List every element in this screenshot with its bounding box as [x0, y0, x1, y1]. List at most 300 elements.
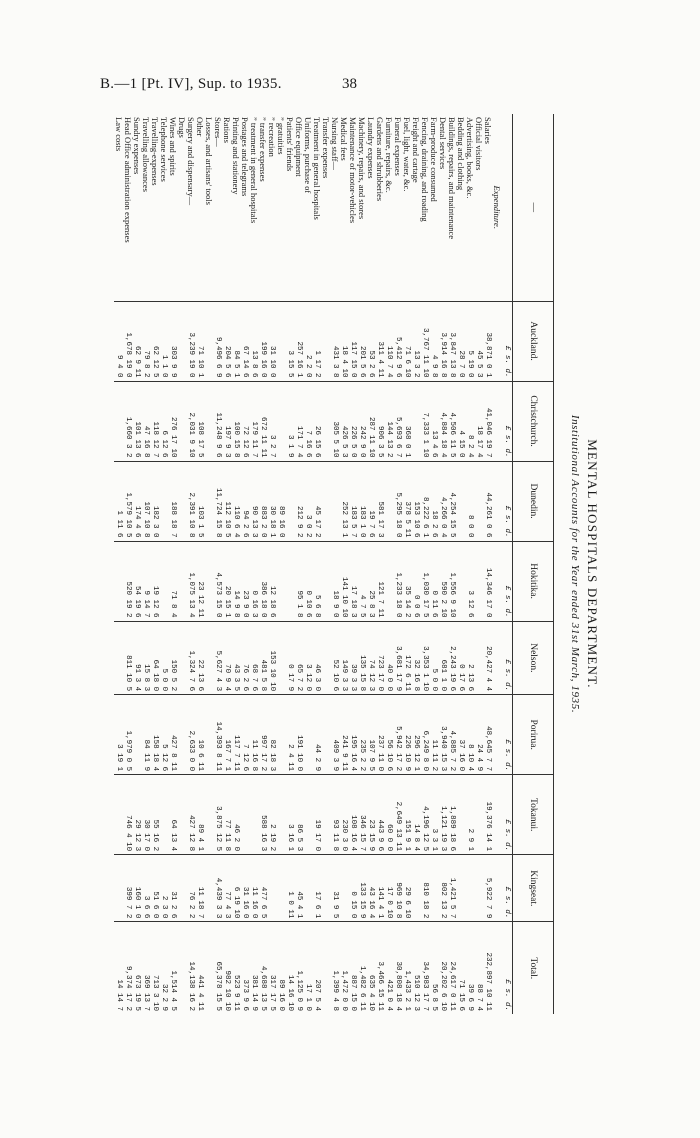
amount-cell: 237 11 0 — [375, 695, 384, 775]
amount-cell: 1,324 7 6 — [186, 621, 195, 695]
amount-cell: 11,248 9 6 — [213, 381, 222, 461]
row-label: Uniforms, purchase of — [303, 117, 313, 194]
amount-cell: 257 16 1 — [294, 301, 303, 381]
amount-cell: 346 15 7 — [357, 775, 366, 855]
amount-cell — [249, 775, 258, 855]
amount-cell: 2 2 0 — [303, 301, 312, 381]
column-header: Nelson. — [513, 621, 554, 695]
amount-cell: 3 2 7 — [267, 381, 276, 461]
amount-cell: 242 9 0 — [357, 381, 366, 461]
amount-cell: 30,808 18 4 — [393, 922, 402, 1014]
amount-cell: 199 16 0 — [258, 301, 267, 381]
amount-cell — [321, 461, 330, 541]
amount-cell: 40 0 0 — [384, 621, 393, 695]
units-cell: £ s. d. — [501, 461, 513, 541]
row-label: Farm-produce consumed — [429, 117, 439, 202]
amount-cell: 55 16 2 — [150, 775, 159, 855]
amount-cell — [177, 621, 186, 695]
amount-cell: 287 11 10 — [366, 381, 375, 461]
units-cell: £ s. d. — [501, 922, 513, 1014]
amount-cell: 160 1 0 — [132, 855, 141, 922]
amount-cell: 135 15 8 — [357, 621, 366, 695]
amount-cell — [411, 855, 420, 922]
amount-cell — [339, 855, 348, 922]
amount-cell — [159, 461, 168, 541]
amount-cell — [492, 855, 501, 922]
amount-cell — [492, 621, 501, 695]
amount-cell: 13 3 2 — [411, 301, 420, 381]
amount-cell: 9,374 17 2 — [123, 922, 132, 1014]
amount-cell: 23 15 9 — [366, 775, 375, 855]
amount-cell: 46 3 0 — [312, 621, 321, 695]
amount-cell: 2 13 6 — [465, 621, 474, 695]
amount-cell: 276 17 10 — [168, 381, 177, 461]
row-label: Rations — [222, 117, 232, 143]
amount-cell: 38,871 0 1 — [483, 301, 492, 381]
row-label: Funeral expenses — [393, 117, 403, 176]
table-row — [402, 114, 411, 1014]
table-row — [465, 114, 474, 1014]
amount-cell: 34,983 17 7 — [420, 922, 429, 1014]
amount-cell: 151 9 1 — [402, 775, 411, 855]
amount-cell: 1,556 9 10 — [447, 541, 456, 621]
amount-cell: 118 12 7 — [150, 381, 159, 461]
amount-cell: 67 14 6 — [240, 301, 249, 381]
amount-cell: 3,466 15 11 — [375, 922, 384, 1014]
amount-cell: 252 13 1 — [339, 461, 348, 541]
amount-cell: 84 11 9 — [141, 695, 150, 775]
amount-cell: 3,914 16 8 — [438, 301, 447, 381]
amount-cell: 65 7 2 — [294, 621, 303, 695]
amount-cell: 51 6 0 — [150, 855, 159, 922]
amount-cell: 71 10 1 — [195, 301, 204, 381]
amount-cell: 723 17 0 — [375, 621, 384, 695]
amount-cell: 23 9 0 — [240, 541, 249, 621]
amount-cell: 89 16 0 — [276, 461, 285, 541]
amount-cell: 68 7 6 — [249, 621, 258, 695]
amount-cell: 117 15 0 — [348, 301, 357, 381]
amount-cell — [492, 775, 501, 855]
amount-cell — [456, 775, 465, 855]
table-row — [474, 114, 483, 1014]
amount-cell: 305 5 10 — [330, 381, 339, 461]
amount-cell: 802 13 2 — [438, 855, 447, 922]
amount-cell — [456, 461, 465, 541]
amount-cell: 1,678 19 0 — [123, 301, 132, 381]
amount-cell — [177, 922, 186, 1014]
units-cell: £ s. d. — [501, 381, 513, 461]
amount-cell: 3,847 13 8 — [447, 301, 456, 381]
amount-cell: 31 16 0 — [240, 855, 249, 922]
amount-cell: 5,693 6 7 — [393, 381, 402, 461]
amount-cell: 4,573 15 0 — [213, 541, 222, 621]
column-header: Dunedin. — [513, 461, 554, 541]
amount-cell: 2,031 9 10 — [186, 381, 195, 461]
amount-cell: 20 15 1 — [222, 541, 231, 621]
amount-cell: 25 8 3 — [366, 541, 375, 621]
amount-cell — [321, 541, 330, 621]
amount-cell: 5,295 18 0 — [393, 461, 402, 541]
amount-cell: 88 7 4 — [474, 922, 483, 1014]
amount-cell — [303, 775, 312, 855]
table-row — [258, 114, 267, 1014]
amount-cell: 24 4 9 — [474, 695, 483, 775]
column-header-item: — — [513, 114, 554, 301]
amount-cell — [177, 775, 186, 855]
amount-cell: 0 11 6 — [429, 541, 438, 621]
amount-cell — [465, 855, 474, 922]
amount-cell: 100 15 8 — [231, 381, 240, 461]
amount-cell: 409 3 9 — [330, 695, 339, 775]
amount-cell: 172 6 11 — [402, 621, 411, 695]
amount-cell — [177, 855, 186, 922]
accounts-table — [114, 114, 554, 1014]
amount-cell — [177, 541, 186, 621]
amount-cell: 510 12 3 — [411, 922, 420, 1014]
amount-cell: 31 9 5 — [330, 855, 339, 922]
amount-cell: 77 11 8 — [222, 775, 231, 855]
amount-cell — [492, 381, 501, 461]
amount-cell — [114, 855, 123, 922]
amount-cell: 11 16 8 — [249, 695, 258, 775]
amount-cell: 11,724 15 8 — [213, 461, 222, 541]
amount-cell: 144 13 2 — [384, 381, 393, 461]
amount-cell: 3,940 15 3 — [438, 695, 447, 775]
amount-cell — [276, 541, 285, 621]
amount-cell: 32 2 9 — [159, 922, 168, 1014]
amount-cell — [204, 541, 213, 621]
amount-cell: 681 1 0 — [438, 621, 447, 695]
amount-cell: 1,399 4 8 — [330, 922, 339, 1014]
amount-cell: 19 7 6 — [366, 461, 375, 541]
row-label: Gardens and shrubberies — [375, 117, 385, 202]
row-label: Travelling-expenses — [150, 117, 160, 186]
amount-cell: 399 7 2 — [123, 855, 132, 922]
amount-cell: 17 0 10 — [384, 855, 393, 922]
amount-cell: 810 18 2 — [420, 855, 429, 922]
amount-cell: 14 8 4 — [411, 775, 420, 855]
table-row — [285, 114, 294, 1014]
amount-cell: 195 16 4 — [348, 695, 357, 775]
row-label: Drugs — [177, 117, 187, 138]
amount-cell — [276, 775, 285, 855]
amount-cell — [159, 775, 168, 855]
amount-cell: 2,243 19 6 — [447, 621, 456, 695]
row-label: Sundry expenses — [132, 117, 142, 175]
table-row — [132, 114, 141, 1014]
row-label: Furniture, repairs, &c. — [384, 117, 394, 193]
table-row — [420, 114, 429, 1014]
amount-cell: 103 1 5 — [195, 461, 204, 541]
amount-cell — [321, 301, 330, 381]
column-header: Tokanui. — [513, 775, 554, 855]
amount-cell: 93 11 8 — [330, 775, 339, 855]
amount-cell: 1,421 5 7 — [447, 855, 456, 922]
amount-cell: 207 5 4 — [312, 922, 321, 1014]
amount-cell: 153 10 6 — [411, 461, 420, 541]
amount-cell: 441 4 11 — [195, 922, 204, 1014]
amount-cell: 39 3 3 — [348, 621, 357, 695]
row-label: Postages and telegrams — [240, 117, 250, 197]
amount-cell: 1,979 0 5 — [123, 695, 132, 775]
amount-cell: 8 2 4 — [465, 381, 474, 461]
amount-cell: 4,688 13 5 — [258, 922, 267, 1014]
amount-cell: 4,884 18 4 — [438, 381, 447, 461]
amount-cell: 3 15 5 — [285, 301, 294, 381]
row-label: Law costs — [114, 117, 124, 152]
row-label: Losses, and artisans' tools — [204, 117, 214, 205]
row-label: ” recreation — [267, 117, 277, 157]
amount-cell — [240, 775, 249, 855]
amount-cell: 3 0 2 — [303, 461, 312, 541]
amount-cell: 0 0 6 — [411, 541, 420, 621]
amount-cell: 1 1 0 — [159, 301, 168, 381]
amount-cell: 1,075 13 4 — [186, 541, 195, 621]
amount-cell: 4,254 15 5 — [447, 461, 456, 541]
table-row — [492, 114, 501, 1014]
amount-cell: 14 14 7 — [114, 922, 123, 1014]
amount-cell: 1 17 2 — [312, 301, 321, 381]
row-label: Laundry expenses — [366, 117, 376, 179]
amount-cell: 117 7 11 — [231, 695, 240, 775]
amount-cell: 56 10 6 — [384, 695, 393, 775]
amount-cell: 4,266 0 4 — [438, 461, 447, 541]
amount-cell: 8 0 0 — [465, 461, 474, 541]
amount-cell: 11 16 0 — [249, 855, 258, 922]
amount-cell: 883 2 0 — [258, 461, 267, 541]
amount-cell: 24,617 0 11 — [447, 922, 456, 1014]
table-row — [330, 114, 339, 1014]
amount-cell: 3 6 6 — [141, 855, 150, 922]
amount-cell: 3,681 17 9 — [393, 621, 402, 695]
amount-cell: 28 7 0 — [456, 301, 465, 381]
amount-cell — [114, 775, 123, 855]
amount-cell — [276, 855, 285, 922]
row-label: Maintenance of motor-vehicles — [348, 117, 358, 224]
amount-cell: 7 12 6 — [240, 695, 249, 775]
amount-cell: 91 3 4 — [132, 621, 141, 695]
amount-cell: 7,333 1 10 — [420, 381, 429, 461]
amount-cell: 3 12 6 — [465, 541, 474, 621]
amount-cell: 10 6 11 — [195, 695, 204, 775]
amount-cell — [204, 301, 213, 381]
amount-cell — [474, 775, 483, 855]
amount-cell: 3,767 11 10 — [420, 301, 429, 381]
amount-cell: 64 13 4 — [168, 775, 177, 855]
row-label: Salaries — [483, 117, 493, 144]
table-row — [267, 114, 276, 1014]
amount-cell: 241 9 11 — [339, 695, 348, 775]
amount-cell: 29 12 3 — [132, 775, 141, 855]
amount-cell — [276, 695, 285, 775]
amount-cell: 1 11 6 — [114, 461, 123, 541]
table-row — [411, 114, 420, 1014]
amount-cell: 158 18 4 — [150, 695, 159, 775]
row-label: Wines and spirits — [168, 117, 178, 176]
row-label: Travelling allowances — [141, 117, 151, 192]
amount-cell: 381 14 9 — [249, 922, 258, 1014]
table-row — [195, 114, 204, 1014]
table-row — [339, 114, 348, 1014]
row-label: Fencing, draining, and roading — [420, 117, 430, 222]
row-label: ” treatment in general hospitals — [249, 117, 259, 224]
amount-cell: 31 2 6 — [168, 855, 177, 922]
amount-cell: 581 17 3 — [375, 461, 384, 541]
amount-cell: 35 14 2 — [402, 541, 411, 621]
table-row — [240, 114, 249, 1014]
amount-cell — [321, 695, 330, 775]
row-label: Freight and cartage — [411, 117, 421, 183]
amount-cell: 635 4 10 — [366, 922, 375, 1014]
amount-cell: 1 0 11 — [285, 855, 294, 922]
amount-cell: 4,885 7 2 — [447, 695, 456, 775]
amount-cell: 150 5 2 — [168, 621, 177, 695]
amount-cell: 2,649 13 11 — [393, 775, 402, 855]
amount-cell: 9 14 7 — [141, 541, 150, 621]
table-row — [276, 114, 285, 1014]
amount-cell — [474, 461, 483, 541]
amount-cell: 3 3 1 — [429, 775, 438, 855]
amount-cell: 107 9 5 — [366, 695, 375, 775]
amount-cell: 5,922 7 9 — [483, 855, 492, 922]
amount-cell: 303 9 9 — [168, 301, 177, 381]
column-header: Hokitika. — [513, 541, 554, 621]
amount-cell: 9,496 6 9 — [213, 301, 222, 381]
amount-cell — [276, 381, 285, 461]
amount-cell: 1,660 3 2 — [123, 381, 132, 461]
table-row — [213, 114, 222, 1014]
table-row — [348, 114, 357, 1014]
amount-cell: 183 1 0 — [357, 461, 366, 541]
amount-cell: 520 19 2 — [123, 541, 132, 621]
amount-cell: 17 1 0 — [303, 922, 312, 1014]
amount-cell: 9 4 0 — [114, 301, 123, 381]
amount-cell — [474, 855, 483, 922]
amount-cell: 84 5 1 — [231, 301, 240, 381]
amount-cell: 18 17 4 — [474, 381, 483, 461]
amount-cell — [177, 461, 186, 541]
units-cell: £ s. d. — [501, 301, 513, 381]
table-row — [222, 114, 231, 1014]
table-row — [429, 114, 438, 1014]
amount-cell: 3,353 1 10 — [420, 621, 429, 695]
amount-cell: 3,239 19 0 — [186, 301, 195, 381]
amount-cell: 4 9 8 — [429, 301, 438, 381]
amount-cell: 188 18 7 — [168, 461, 177, 541]
amount-cell — [321, 922, 330, 1014]
amount-cell: 0 17 6 — [456, 621, 465, 695]
amount-cell: 54 19 6 — [132, 541, 141, 621]
amount-cell: 378 5 11 — [402, 461, 411, 541]
amount-cell: 3,875 12 5 — [213, 775, 222, 855]
row-label: Medical fees — [339, 117, 349, 161]
table-row — [312, 114, 321, 1014]
amount-cell: 427 8 11 — [168, 695, 177, 775]
amount-cell: 673 19 5 — [132, 922, 141, 1014]
table-row — [150, 114, 159, 1014]
amount-cell: 204 5 6 — [222, 301, 231, 381]
row-label: Dental services — [438, 117, 448, 170]
page-header-title: B.—1 [Pt. IV], Sup. to 1935. — [100, 76, 282, 92]
row-label: Telephone services — [159, 117, 169, 182]
amount-cell: 72 12 6 — [240, 381, 249, 461]
amount-cell — [159, 541, 168, 621]
amount-cell — [321, 775, 330, 855]
amount-cell: 19 12 6 — [150, 541, 159, 621]
amount-cell: 2 3 0 — [159, 855, 168, 922]
amount-cell — [114, 541, 123, 621]
table-row — [177, 114, 186, 1014]
row-label: ” transfer expenses — [258, 117, 268, 182]
amount-cell: 427 12 8 — [186, 775, 195, 855]
amount-cell: 5 0 0 — [159, 621, 168, 695]
amount-cell: 5 12 6 — [159, 695, 168, 775]
amount-cell: 62 12 5 — [150, 301, 159, 381]
amount-cell — [384, 541, 393, 621]
amount-cell — [204, 695, 213, 775]
amount-cell: 4,196 12 5 — [420, 775, 429, 855]
amount-cell: 14 16 10 — [285, 922, 294, 1014]
amount-cell: 89 4 1 — [195, 775, 204, 855]
amount-cell: 713 3 10 — [150, 922, 159, 1014]
table-row — [231, 114, 240, 1014]
amount-cell — [204, 855, 213, 922]
amount-cell: 141 4 1 — [375, 855, 384, 922]
amount-cell: 226 10 9 — [402, 695, 411, 775]
amount-cell — [321, 381, 330, 461]
amount-cell: 65,378 15 5 — [213, 922, 222, 1014]
amount-cell — [492, 461, 501, 541]
table-row — [159, 114, 168, 1014]
amount-cell: 39 6 9 — [465, 922, 474, 1014]
amount-cell: 1,889 18 6 — [447, 775, 456, 855]
amount-cell — [474, 621, 483, 695]
amount-cell: 5,942 17 2 — [393, 695, 402, 775]
amount-cell: 1,030 17 5 — [420, 541, 429, 621]
amount-cell: 523 9 11 — [231, 922, 240, 1014]
amount-cell — [276, 621, 285, 695]
amount-cell: 71 15 6 — [456, 922, 465, 1014]
row-label: Treatment in general hospitals — [312, 117, 322, 220]
amount-cell: 2 4 11 — [285, 695, 294, 775]
amount-cell: 477 6 5 — [258, 855, 267, 922]
amount-cell: 23 12 11 — [195, 541, 204, 621]
amount-cell: 112 10 5 — [222, 461, 231, 541]
amount-cell: 11 18 7 — [195, 855, 204, 922]
amount-cell — [114, 621, 123, 695]
table-row — [249, 114, 258, 1014]
amount-cell: 11 11 2 — [429, 695, 438, 775]
amount-cell: 906 3 5 — [375, 381, 384, 461]
amount-cell: 29 6 10 — [402, 855, 411, 922]
amount-cell: 45 17 2 — [312, 461, 321, 541]
table-row — [303, 114, 312, 1014]
amount-cell — [303, 695, 312, 775]
amount-cell: 0 15 0 — [348, 855, 357, 922]
amount-cell: 4,506 11 5 — [447, 381, 456, 461]
units-cell: £ s. d. — [501, 855, 513, 922]
amount-cell: 2 19 2 — [267, 775, 276, 855]
amount-cell: 1,121 19 3 — [438, 775, 447, 855]
amount-cell: 19 17 0 — [312, 775, 321, 855]
units-cell: £ s. d. — [501, 775, 513, 855]
amount-cell: 18 2 6 — [429, 461, 438, 541]
amount-cell — [492, 301, 501, 381]
amount-cell: 26 15 6 — [312, 381, 321, 461]
amount-cell: 6 19 10 — [231, 855, 240, 922]
amount-cell: 2,633 0 0 — [186, 695, 195, 775]
amount-cell: 4,439 3 3 — [213, 855, 222, 922]
